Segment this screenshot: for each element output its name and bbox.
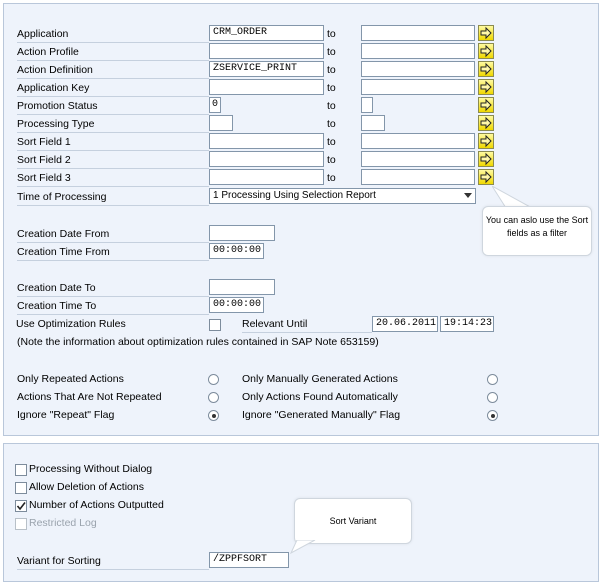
row-underline — [242, 332, 372, 333]
sort-field-1-from-input[interactable] — [209, 133, 324, 149]
arrow-right-icon — [479, 116, 493, 130]
to-label: to — [327, 82, 336, 94]
creation-date-from-label: Creation Date From — [17, 228, 110, 240]
sort-field-2-from-input[interactable] — [209, 151, 324, 167]
row-underline — [17, 242, 209, 243]
to-label: to — [327, 172, 336, 184]
row-underline — [17, 314, 209, 315]
sort-field-2-multiple-selection-button[interactable] — [478, 151, 494, 167]
number-of-actions-outputted-checkbox[interactable] — [15, 500, 27, 512]
creation-date-to-label: Creation Date To — [17, 282, 96, 294]
application-key-label: Application Key — [17, 82, 90, 94]
sort-field-1-to-input[interactable] — [361, 133, 475, 149]
only-found-automatically-label: Only Actions Found Automatically — [242, 391, 398, 403]
row-underline — [17, 96, 209, 97]
ignore-repeat-flag-label: Ignore "Repeat" Flag — [17, 409, 115, 421]
arrow-right-icon — [479, 62, 493, 76]
time-of-processing-value: 1 Processing Using Selection Report — [213, 190, 376, 201]
only-manually-generated-radio[interactable] — [487, 374, 498, 385]
row-underline — [17, 168, 209, 169]
time-of-processing-label: Time of Processing — [17, 191, 107, 203]
ignore-generated-manually-flag-radio[interactable] — [487, 410, 498, 421]
application-to-input[interactable] — [361, 25, 475, 41]
optimization-note: (Note the information about optimization rules contained in SAP Note 653159) — [17, 336, 379, 348]
sort-field-3-from-input[interactable] — [209, 169, 324, 185]
promotion-status-to-input[interactable] — [361, 97, 373, 113]
creation-time-to-label: Creation Time To — [17, 300, 97, 312]
number-of-actions-outputted-label: Number of Actions Outputted — [29, 499, 164, 511]
callout-pointer — [289, 540, 323, 554]
row-underline — [17, 186, 209, 187]
sort-field-3-label: Sort Field 3 — [17, 172, 71, 184]
relevant-until-date-input[interactable]: 20.06.2011 — [372, 316, 438, 332]
action-definition-label: Action Definition — [17, 64, 93, 76]
only-found-automatically-radio[interactable] — [487, 392, 498, 403]
promotion-status-multiple-selection-button[interactable] — [478, 97, 494, 113]
row-underline — [17, 42, 209, 43]
creation-time-from-input[interactable]: 00:00:00 — [209, 243, 264, 259]
sort-field-3-to-input[interactable] — [361, 169, 475, 185]
action-profile-multiple-selection-button[interactable] — [478, 43, 494, 59]
creation-date-from-input[interactable] — [209, 225, 275, 241]
to-label: to — [327, 136, 336, 148]
actions-not-repeated-radio[interactable] — [208, 392, 219, 403]
row-underline — [17, 569, 209, 570]
only-repeated-actions-label: Only Repeated Actions — [17, 373, 124, 385]
processing-type-label: Processing Type — [17, 118, 95, 130]
only-manually-generated-label: Only Manually Generated Actions — [242, 373, 398, 385]
to-label: to — [327, 100, 336, 112]
arrow-right-icon — [479, 80, 493, 94]
arrow-right-icon — [479, 152, 493, 166]
callout-text: You can aslo use the Sort fields as a filter — [485, 215, 589, 238]
to-label: to — [327, 118, 336, 130]
relevant-until-time-input[interactable]: 19:14:23 — [440, 316, 494, 332]
application-label: Application — [17, 28, 69, 40]
arrow-right-icon — [479, 134, 493, 148]
creation-time-to-input[interactable]: 00:00:00 — [209, 297, 264, 313]
time-of-processing-dropdown[interactable] — [209, 188, 476, 204]
sort-field-2-to-input[interactable] — [361, 151, 475, 167]
use-optimization-rules-checkbox[interactable] — [209, 319, 221, 331]
processing-type-to-input[interactable] — [361, 115, 385, 131]
variant-for-sorting-input[interactable]: /ZPPFSORT — [209, 552, 289, 568]
options-panel — [3, 443, 599, 582]
action-definition-multiple-selection-button[interactable] — [478, 61, 494, 77]
chevron-down-icon — [464, 193, 472, 199]
application-key-multiple-selection-button[interactable] — [478, 79, 494, 95]
application-multiple-selection-button[interactable] — [478, 25, 494, 41]
arrow-right-icon — [479, 26, 493, 40]
only-repeated-actions-radio[interactable] — [208, 374, 219, 385]
processing-without-dialog-checkbox[interactable] — [15, 464, 27, 476]
ignore-repeat-flag-radio[interactable] — [208, 410, 219, 421]
creation-date-to-input[interactable] — [209, 279, 275, 295]
promotion-status-from-input[interactable]: 0 — [209, 97, 221, 113]
to-label: to — [327, 28, 336, 40]
allow-deletion-checkbox[interactable] — [15, 482, 27, 494]
sort-field-1-label: Sort Field 1 — [17, 136, 71, 148]
processing-type-from-input[interactable] — [209, 115, 233, 131]
arrow-right-icon — [479, 98, 493, 112]
sort-fields-callout — [482, 206, 592, 256]
sort-field-1-multiple-selection-button[interactable] — [478, 133, 494, 149]
processing-without-dialog-label: Processing Without Dialog — [29, 463, 153, 475]
sort-variant-callout — [294, 498, 412, 544]
action-profile-to-input[interactable] — [361, 43, 475, 59]
checkmark-icon — [16, 501, 26, 511]
restricted-log-checkbox[interactable] — [15, 518, 27, 530]
arrow-right-icon — [479, 170, 493, 184]
ignore-generated-manually-flag-label: Ignore "Generated Manually" Flag — [242, 409, 401, 421]
creation-time-from-label: Creation Time From — [17, 246, 110, 258]
callout-text: Sort Variant — [329, 516, 377, 526]
row-underline — [17, 114, 209, 115]
to-label: to — [327, 154, 336, 166]
to-label: to — [327, 64, 336, 76]
application-key-to-input[interactable] — [361, 79, 475, 95]
processing-type-multiple-selection-button[interactable] — [478, 115, 494, 131]
selection-panel — [3, 3, 599, 436]
restricted-log-label: Restricted Log — [29, 517, 97, 529]
sort-field-3-multiple-selection-button[interactable] — [478, 169, 494, 185]
action-profile-label: Action Profile — [17, 46, 79, 58]
row-underline — [17, 78, 209, 79]
row-underline — [17, 296, 209, 297]
application-from-input[interactable]: CRM_ORDER — [209, 25, 324, 41]
row-underline — [17, 150, 209, 151]
row-underline — [17, 260, 209, 261]
row-underline — [17, 60, 209, 61]
sort-field-2-label: Sort Field 2 — [17, 154, 71, 166]
variant-for-sorting-label: Variant for Sorting — [17, 555, 101, 567]
allow-deletion-label: Allow Deletion of Actions — [29, 481, 144, 493]
action-profile-from-input[interactable] — [209, 43, 324, 59]
arrow-right-icon — [479, 44, 493, 58]
action-definition-from-input[interactable]: ZSERVICE_PRINT — [209, 61, 324, 77]
action-definition-to-input[interactable] — [361, 61, 475, 77]
actions-not-repeated-label: Actions That Are Not Repeated — [17, 391, 162, 403]
row-underline — [17, 205, 209, 206]
row-underline — [17, 132, 209, 133]
to-label: to — [327, 46, 336, 58]
application-key-from-input[interactable] — [209, 79, 324, 95]
promotion-status-label: Promotion Status — [17, 100, 98, 112]
relevant-until-label: Relevant Until — [242, 318, 308, 330]
use-optimization-rules-label: Use Optimization Rules — [16, 318, 126, 330]
